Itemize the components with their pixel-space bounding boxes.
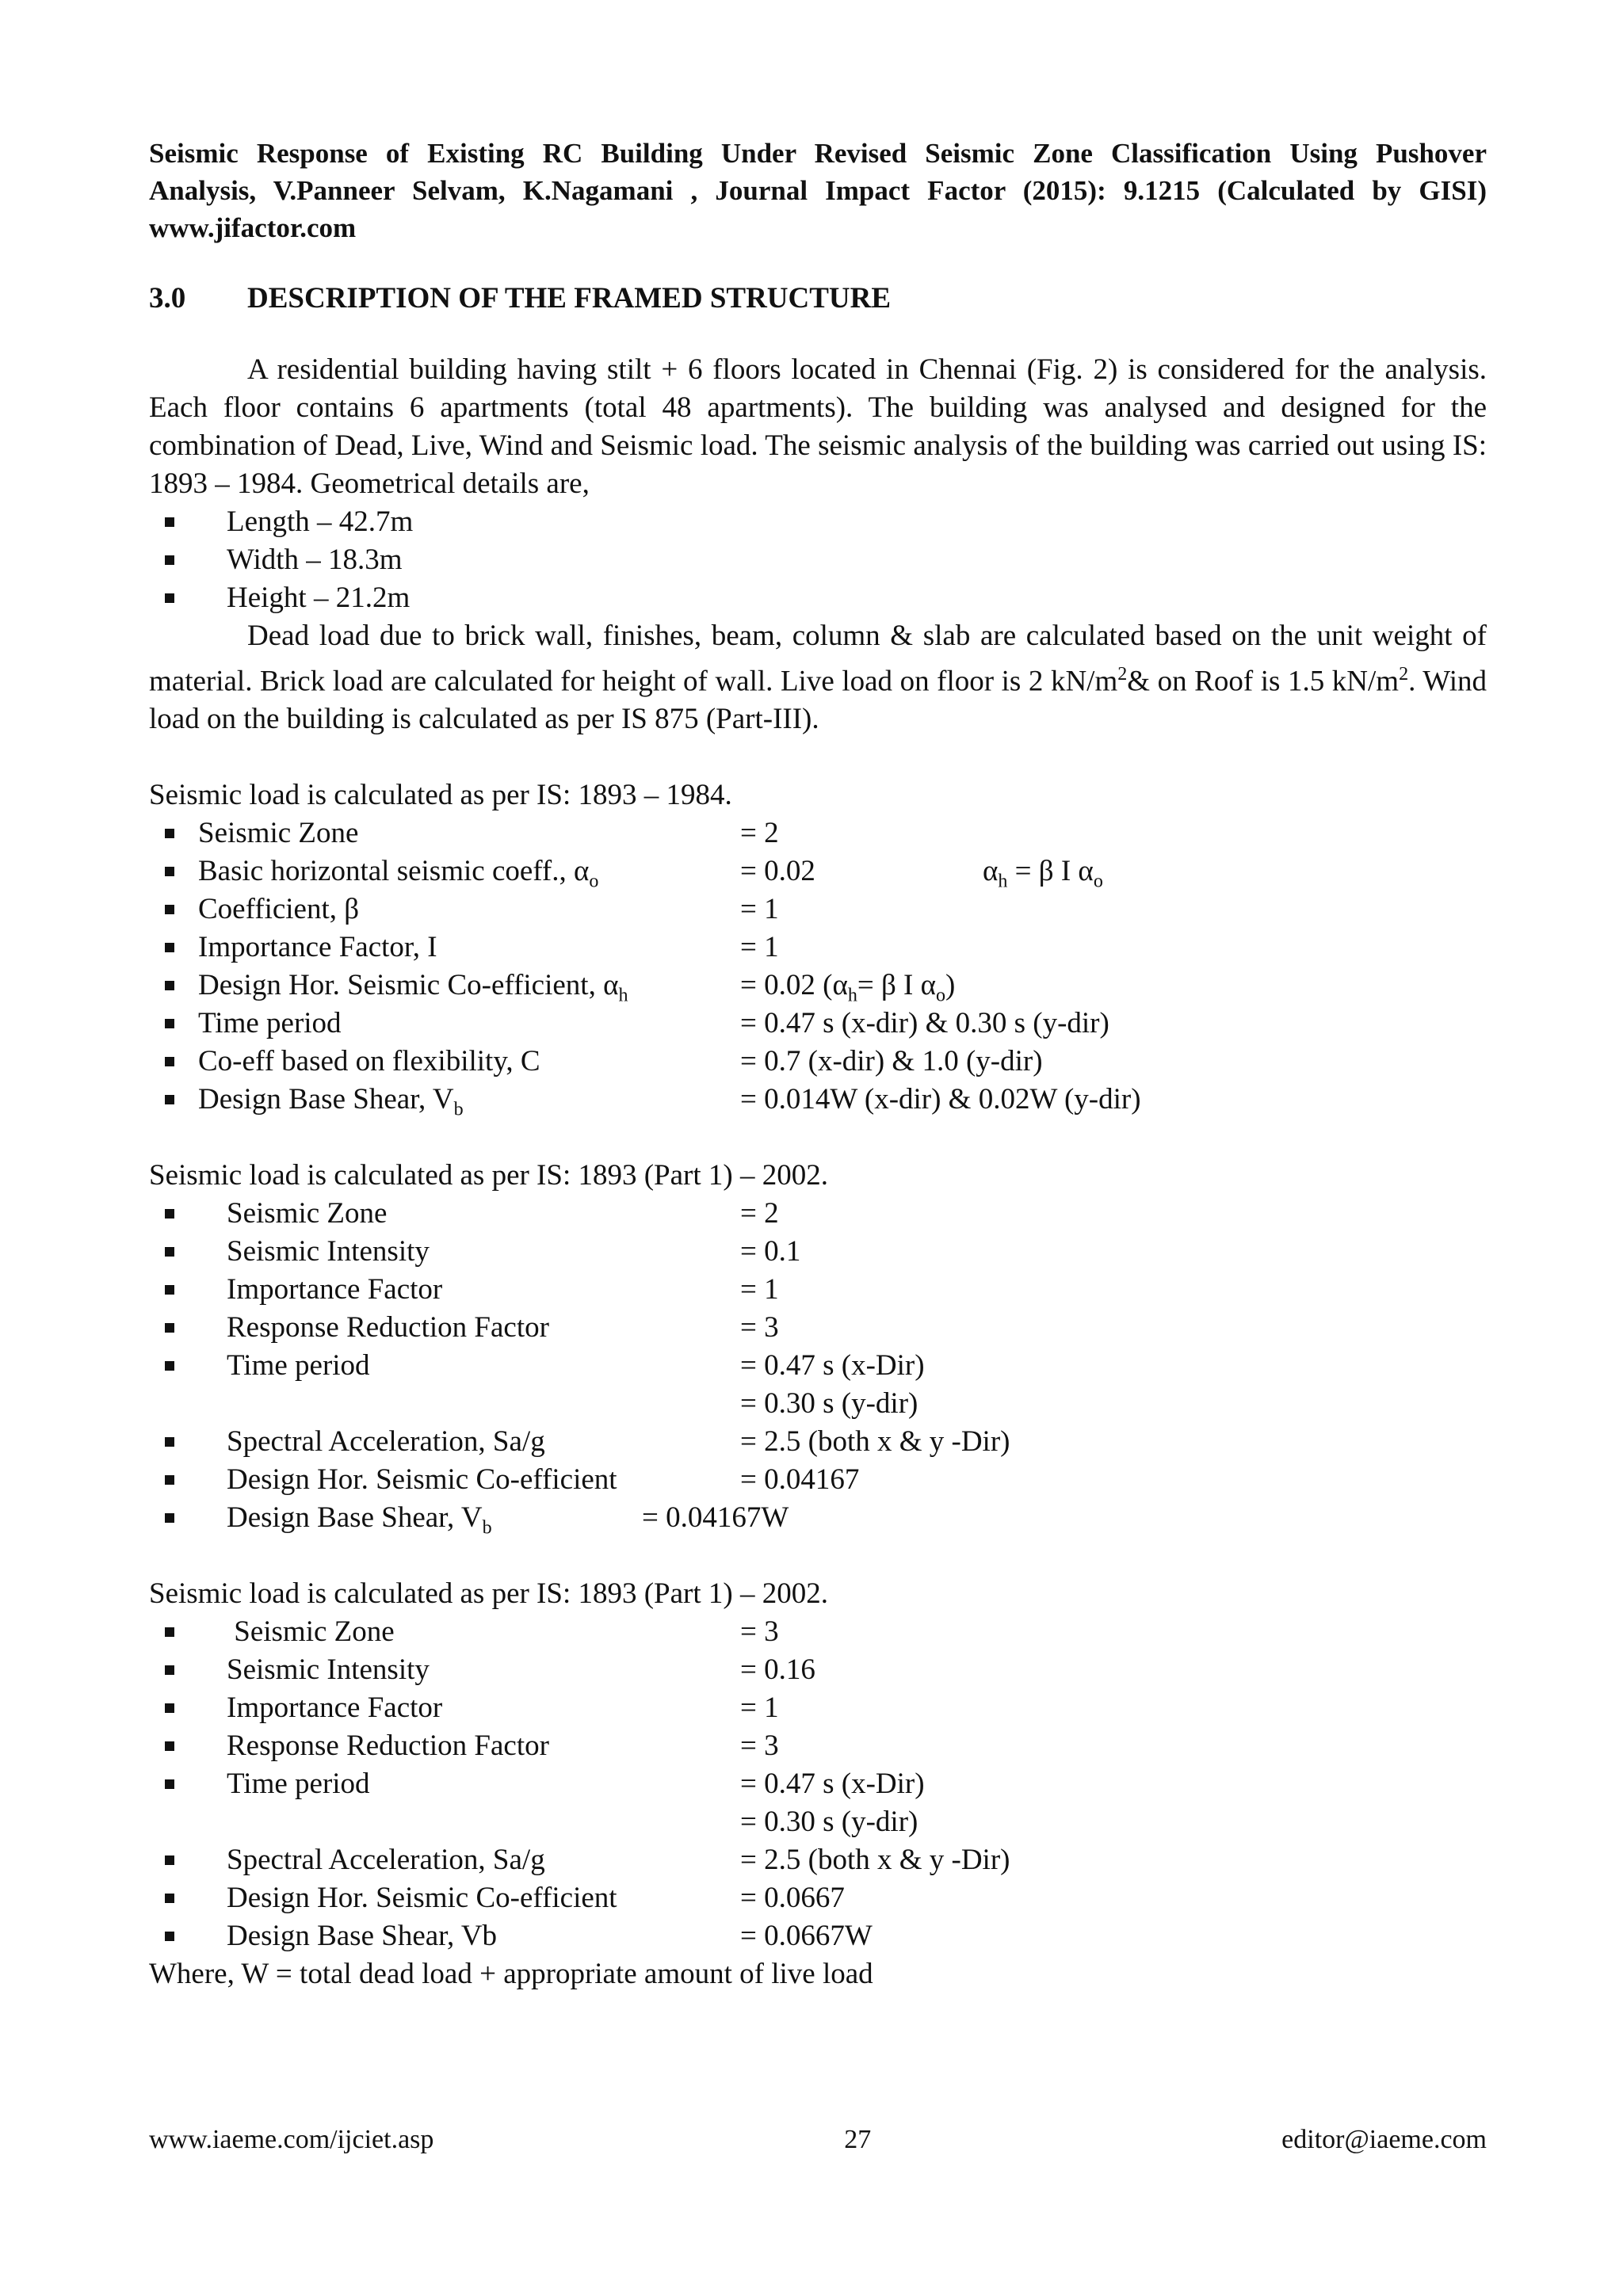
param-row: Time period = 0.47 s (x-Dir) [149, 1765, 1487, 1803]
page-number: 27 [844, 2125, 872, 2154]
param-row: Response Reduction Factor = 3 [149, 1727, 1487, 1765]
bullet-icon [165, 517, 174, 527]
page-footer [149, 2125, 1487, 2155]
param-row-continued: = 0.30 s (y-dir) [740, 1387, 918, 1421]
section-heading [149, 280, 1487, 318]
bullet-icon [165, 1095, 174, 1104]
header-line-1: Seismic Response of Existing RC Building Under Revised Seismic Zone Classification Using Pushover [149, 138, 1487, 169]
bullet-icon [165, 1779, 174, 1789]
bullet-icon [165, 1627, 174, 1637]
param-row: Importance Factor, I = 1 [149, 929, 1487, 967]
bullet-icon [165, 829, 174, 838]
bullet-icon [165, 1703, 174, 1713]
param-row: Importance Factor = 1 [149, 1689, 1487, 1727]
param-row: Co-eff based on flexibility, C = 0.7 (x-dir) & 1.0 (y-dir) [149, 1043, 1487, 1081]
alpha-formula: $\alpha_h = \beta$ I $\alpha_o$ [983, 855, 1103, 892]
section-title: DESCRIPTION OF THE FRAMED STRUCTURE [247, 282, 892, 315]
header-line-2: Analysis, V.Panneer Selvam, K.Nagamani , Journal Impact Factor (2015): 9.1215 (Calculated by GISI) [149, 175, 1487, 206]
footer-email: editor@iaeme.com [1281, 2125, 1487, 2154]
param-row: Design Hor. Seismic Co-efficient = 0.04167 [149, 1461, 1487, 1499]
param-row: Seismic Intensity = 0.16 [149, 1651, 1487, 1689]
bullet-icon [165, 593, 174, 603]
param-row: Design Hor. Seismic Co-efficient = 0.0667 [149, 1879, 1487, 1917]
param-row: Importance Factor = 1 [149, 1271, 1487, 1309]
bullet-icon [165, 1057, 174, 1066]
section-number: 3.0 [149, 282, 186, 315]
param-row: Basic horizontal seismic coeff., $\alpha_o$ = 0.02 $\alpha_h = \beta$ I $\alpha_o$ [149, 852, 1487, 891]
page-content [149, 135, 1487, 1993]
intro-paragraph: A residential building having stilt + 6 floors located in Chennai (Fig. 2) is considered for the analysis. Each floor contains 6 apartments (total 48 apartments). The building was analysed and designed for the combination of Dead, Live, Wind and Seismic load. The seismic analysis of the building was carried out using IS: 1893 – 1984. Geometrical details are, [149, 353, 1487, 500]
param-row: Design Base Shear, $V_b$ = 0.04167W [149, 1499, 1487, 1537]
where-note: Where, W = total dead load + appropriate amount of live load [149, 1958, 873, 1991]
bullet-icon [165, 1932, 174, 1941]
bullet-icon [165, 1475, 174, 1485]
param-row: Spectral Acceleration, Sa/g = 2.5 (both x & y -Dir) [149, 1423, 1487, 1461]
geometry-item: Length – 42.7m [149, 503, 1487, 541]
header-line-3: www.jifactor.com [149, 212, 357, 243]
bullet-icon [165, 981, 174, 990]
geometry-item: Height – 21.2m [149, 579, 1487, 617]
section-body [149, 318, 1487, 1993]
bullet-icon [165, 905, 174, 914]
bullet-icon [165, 1894, 174, 1903]
param-row: Coefficient, β = 1 [149, 891, 1487, 929]
bullet-icon [165, 867, 174, 876]
bullet-icon [165, 1513, 174, 1523]
param-row: Seismic Zone = 2 [149, 814, 1487, 852]
dead-load-paragraph: Dead load due to brick wall, finishes, beam, column & slab are calculated based on the unit weight of material. Brick load are calculated for height of wall. Live load on floor is 2 $kN/m^2\&$ on Roof is 1.5 $kN/m^2$. Wind load on the building is calculated as per IS 875 (Part-III). [149, 620, 1487, 736]
param-row: Design Base Shear, Vb = 0.0667W [149, 1917, 1487, 1955]
param-row: Time period = 0.47 s (x-dir) & 0.30 s (y-dir) [149, 1005, 1487, 1043]
block-title: Seismic load is calculated as per IS: 1893 – 1984. [149, 779, 732, 812]
bullet-icon [165, 1741, 174, 1751]
seismic-block-1984 [149, 776, 1487, 1119]
footer-website: www.iaeme.com/ijciet.asp [149, 2125, 434, 2154]
param-row: Design Hor. Seismic Co-efficient, $\alpha_h$ = 0.02 ($\alpha_h= \beta$ I $\alpha_o$) [149, 967, 1487, 1005]
bullet-icon [165, 1855, 174, 1865]
param-row: Time period = 0.47 s (x-Dir) [149, 1347, 1487, 1385]
running-header [149, 135, 1487, 246]
bullet-icon [165, 1209, 174, 1219]
param-row: Design Base Shear, $V_b$ = 0.014W (x-dir) & 0.02W (y-dir) [149, 1081, 1487, 1119]
block-title: Seismic load is calculated as per IS: 1893 (Part 1) – 2002. [149, 1577, 828, 1611]
bullet-icon [165, 1665, 174, 1675]
bullet-icon [165, 1323, 174, 1333]
param-row: Seismic Intensity = 0.1 [149, 1233, 1487, 1271]
param-row-continued: = 0.30 s (y-dir) [740, 1806, 918, 1839]
bullet-icon [165, 1019, 174, 1028]
bullet-icon [165, 1247, 174, 1257]
param-row: Seismic Zone = 2 [149, 1195, 1487, 1233]
param-row: Seismic Zone = 3 [149, 1613, 1487, 1651]
param-row: Spectral Acceleration, Sa/g = 2.5 (both x & y -Dir) [149, 1841, 1487, 1879]
bullet-icon [165, 1361, 174, 1371]
bullet-icon [165, 1285, 174, 1295]
bullet-icon [165, 1437, 174, 1447]
param-row: Response Reduction Factor = 3 [149, 1309, 1487, 1347]
seismic-block-2002-zone2 [149, 1157, 1487, 1537]
block-title: Seismic load is calculated as per IS: 1893 (Part 1) – 2002. [149, 1159, 828, 1192]
seismic-block-2002-zone3 [149, 1575, 1487, 1993]
bullet-icon [165, 555, 174, 565]
geometry-item: Width – 18.3m [149, 541, 1487, 579]
bullet-icon [165, 943, 174, 952]
